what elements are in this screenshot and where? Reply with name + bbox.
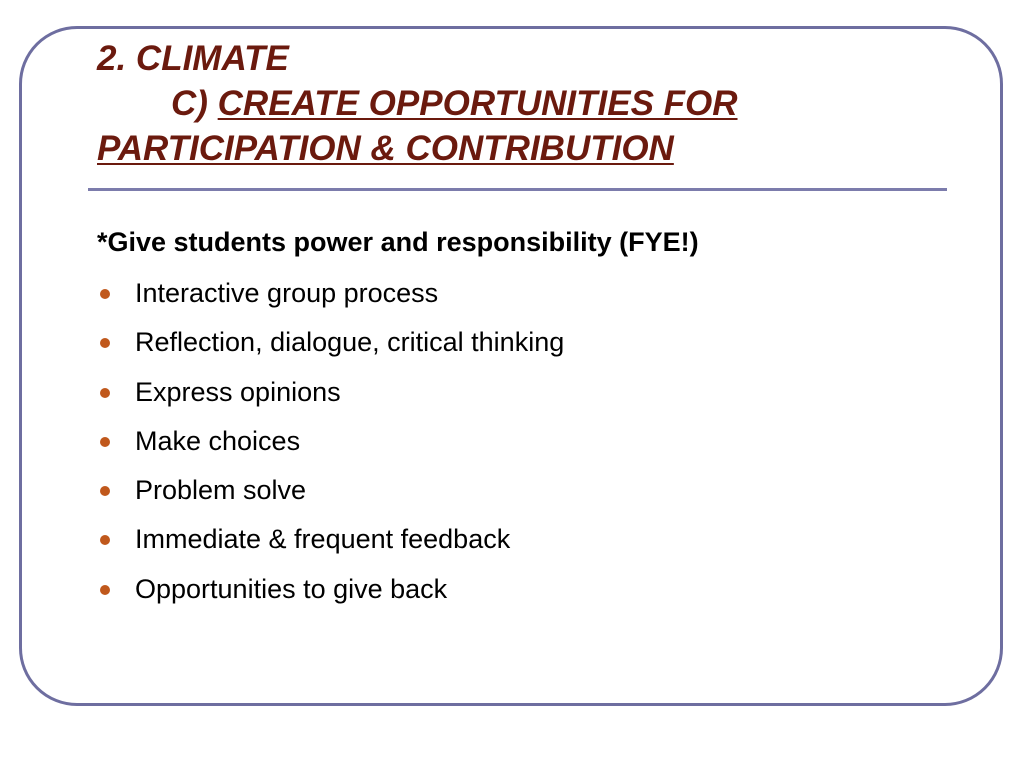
title-line-2-prefix: C)	[171, 84, 218, 123]
list-item	[97, 318, 957, 367]
title-line-3	[97, 126, 957, 171]
list-item-text: Reflection, dialogue, critical thinking	[135, 327, 565, 358]
intro-text: *Give students power and responsibility (FYE!)	[97, 227, 699, 257]
title-line-3-underlined: PARTICIPATION & CONTRIBUTION	[97, 129, 674, 168]
bullet-list	[97, 269, 957, 614]
list-item	[97, 466, 957, 515]
bullet-icon	[100, 486, 110, 496]
bullet-icon	[100, 388, 110, 398]
title-line-1: 2. CLIMATE	[97, 39, 289, 78]
title-divider	[88, 188, 947, 191]
slide-content	[97, 220, 957, 614]
bullet-icon	[100, 289, 110, 299]
list-item-text: Interactive group process	[135, 278, 439, 308]
list-item	[97, 515, 957, 564]
title-line-2	[97, 81, 957, 126]
bullet-icon	[100, 338, 110, 348]
list-item	[97, 417, 957, 466]
bullet-icon	[100, 585, 110, 595]
bullet-icon	[100, 535, 110, 545]
list-item	[97, 565, 957, 614]
bullet-icon	[100, 437, 110, 447]
list-item-text: Make choices	[135, 425, 301, 456]
list-item-text: Opportunities to give back	[135, 573, 448, 604]
slide-title	[97, 36, 957, 171]
title-line-2-underlined: CREATE OPPORTUNITIES FOR	[217, 84, 738, 123]
list-item	[97, 269, 957, 318]
list-item-text: Express opinions	[135, 376, 341, 407]
list-item	[97, 368, 957, 417]
list-item-text: Immediate & frequent feedback	[135, 524, 511, 555]
list-item-text: Problem solve	[135, 475, 307, 506]
